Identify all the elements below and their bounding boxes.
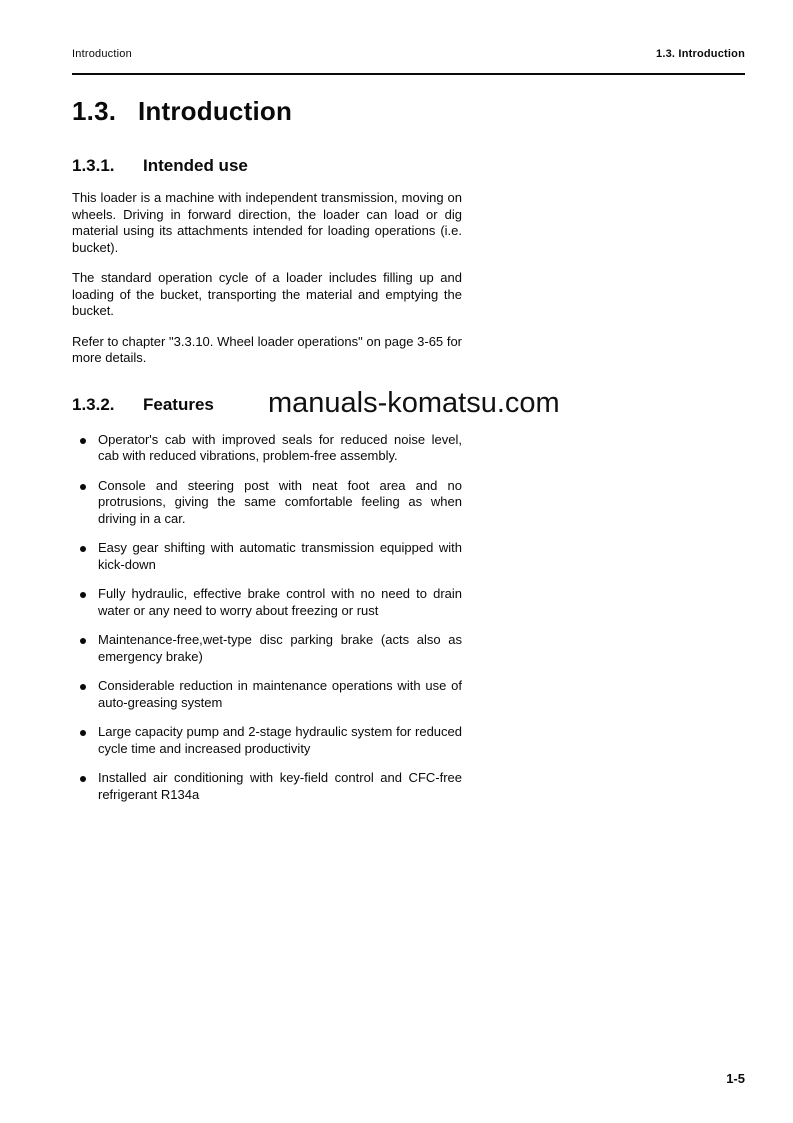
running-header-left: Introduction [72,48,132,60]
section-heading-text: Features [143,394,214,414]
list-item [72,586,462,619]
feature-text: Easy gear shifting with automatic transmission equipped with kick-down [98,540,462,572]
list-item [72,770,462,803]
feature-list [72,432,462,804]
feature-text: Large capacity pump and 2-stage hydraulic system for reduced cycle time and increased productivity [98,724,462,756]
feature-text: Considerable reduction in maintenance operations with use of auto-greasing system [98,678,462,710]
feature-text: Maintenance-free,wet-type disc parking brake (acts also as emergency brake) [98,632,462,664]
watermark-text: manuals-komatsu.com [268,387,560,419]
section-intended-use [72,156,462,367]
list-item [72,724,462,757]
page-title-number: 1.3. [72,96,117,126]
section-heading-features [72,395,462,415]
feature-text: Fully hydraulic, effective brake control with no need to drain water or any need to worry about freezing or rust [98,586,462,618]
list-item [72,478,462,528]
running-header-right: 1.3. Introduction [656,48,745,60]
bullet-icon [80,438,86,444]
section-number: 1.3.2. [72,394,115,414]
section-number: 1.3.1. [72,156,115,175]
section-heading-text: Intended use [143,156,248,175]
bullet-icon [80,776,86,782]
header-rule [72,73,745,75]
paragraph: Refer to chapter "3.3.10. Wheel loader operations" on page 3-65 for more details. [72,333,462,365]
list-item [72,540,462,573]
bullet-icon [80,638,86,644]
section-features [72,395,462,804]
page-number: 1-5 [726,1071,745,1086]
paragraph: The standard operation cycle of a loader includes filling up and loading of the bucket, transporting the material and emptying the bucket. [72,270,462,318]
running-header [72,48,745,60]
bullet-icon [80,730,86,736]
page-title [72,96,462,126]
bullet-icon [80,546,86,552]
feature-text: Installed air conditioning with key-field control and CFC-free refrigerant R134a [98,770,462,802]
bullet-icon [80,484,86,490]
section-heading-intended-use [72,156,462,176]
list-item [72,432,462,465]
page-content [72,96,462,816]
paragraph: This loader is a machine with independent transmission, moving on wheels. Driving in forward direction, the loader can load or dig material using its attachments intended for loading operations (i.e. bucket). [72,190,462,255]
feature-text: Operator's cab with improved seals for reduced noise level, cab with reduced vibrations, problem-free assembly. [98,431,462,463]
bullet-icon [80,684,86,690]
section-body [72,190,462,367]
bullet-icon [80,592,86,598]
page-title-text: Introduction [138,96,293,126]
list-item [72,632,462,665]
list-item [72,678,462,711]
feature-text: Console and steering post with neat foot area and no protrusions, giving the same comfortable feeling as when driving in a car. [98,477,462,526]
